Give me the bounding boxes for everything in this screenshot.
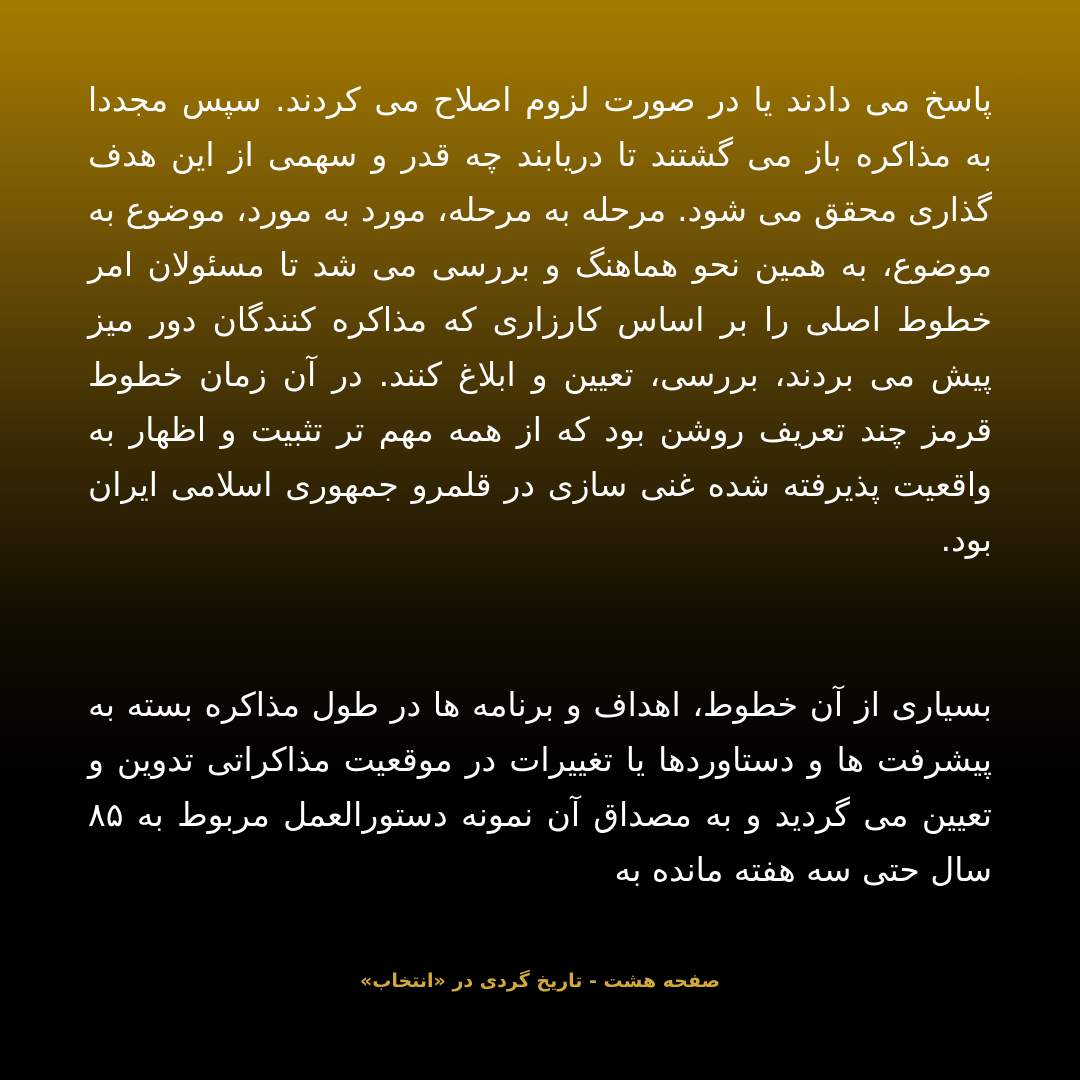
article-paragraph-1: پاسخ می دادند یا در صورت لزوم اصلاح می کردند. سپس مجددا به مذاکره باز می گشتند تا دریابند چه قدر و سهمی از این هدف گذاری محقق می شود. مرحله به مرحله، مورد به مورد، موضوع به موضوع، به همین نحو هماهنگ و بررسی می شد تا مسئولان امر خطوط اصلی را بر اساس کارزاری که مذاکره کنندگان دور میز پیش می بردند، بررسی، تعیین و ابلاغ کنند. در آن زمان خطوط قرمز چند تعریف روشن بود که از همه مهم تر تثبیت و اظهار به واقعیت پذیرفته شده غنی سازی در قلمرو جمهوری اسلامی ایران بود. xyxy=(88,80,992,559)
article-paragraph-2: بسیاری از آن خطوط، اهداف و برنامه ها در طول مذاکره بسته به پیشرفت ها و دستاوردها یا تغییرات در موقعیت مذاکراتی تدوین و تعیین می گردید و به مصداق آن نمونه دستورالعمل مربوط به ۸۵ سال حتی سه هفته مانده به xyxy=(88,685,992,889)
page-footer-caption: صفحه هشت - تاریخ گردی در «انتخاب» xyxy=(359,970,721,992)
